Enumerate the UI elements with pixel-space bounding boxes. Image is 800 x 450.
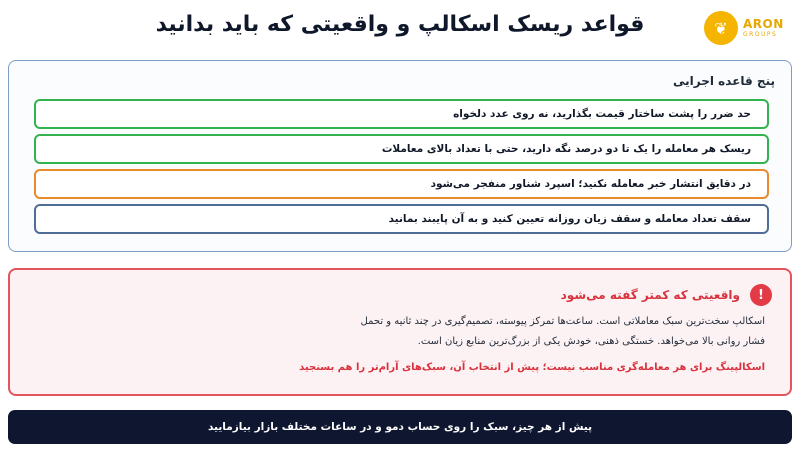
warning-note: اسکالپینگ برای هر معامله‌گری مناسب نیست؛ پیش از انتخاب آن، سبک‌های آرام‌تر را هم بسنجید [299, 362, 765, 373]
logo-sub-text: GROUPS [743, 31, 778, 38]
page-title: قواعد ریسک اسکالپ و واقعیتی که باید بدانید [155, 12, 645, 37]
rule-item [34, 99, 769, 129]
footer-banner [8, 410, 792, 444]
rules-heading: پنج قاعده اجرایی [673, 74, 775, 88]
exclamation-icon: ! [750, 284, 772, 306]
logo [704, 10, 788, 46]
warning-title: واقعیتی که کمتر گفته می‌شود [560, 288, 740, 302]
rule-item [34, 169, 769, 199]
rule-text: در دقایق انتشار خبر معامله نکنید؛ اسپرد شناور منفجر می‌شود [430, 178, 751, 190]
footer-text: پیش از هر چیز، سبک را روی حساب دمو و در ساعات مختلف بازار بیازمایید [207, 421, 593, 433]
logo-text [743, 18, 784, 38]
rules-card [8, 60, 792, 252]
rule-text: ریسک هر معامله را یک تا دو درصد نگه دارید، حتی با تعداد بالای معاملات [381, 143, 751, 155]
warning-card [8, 268, 792, 396]
header [0, 0, 800, 56]
logo-leaf-icon: ❦ [704, 11, 738, 45]
rule-text: سقف تعداد معامله و سقف زیان روزانه تعیین کنید و به آن پایبند بمانید [388, 213, 751, 225]
rule-item [34, 204, 769, 234]
rule-text: حد ضرر را پشت ساختار قیمت بگذارید، نه روی عدد دلخواه [453, 108, 751, 120]
logo-main-text: ARON [743, 17, 784, 31]
warning-body: اسکالپ سخت‌ترین سبک معاملاتی است. ساعت‌ها تمرکز پیوسته، تصمیم‌گیری در چند ثانیه و تحمل فشار روانی بالا می‌خواهد. خستگی ذهنی، خودش یکی از بزرگ‌ترین منابع زیان است. [360, 316, 765, 347]
rule-item [34, 134, 769, 164]
